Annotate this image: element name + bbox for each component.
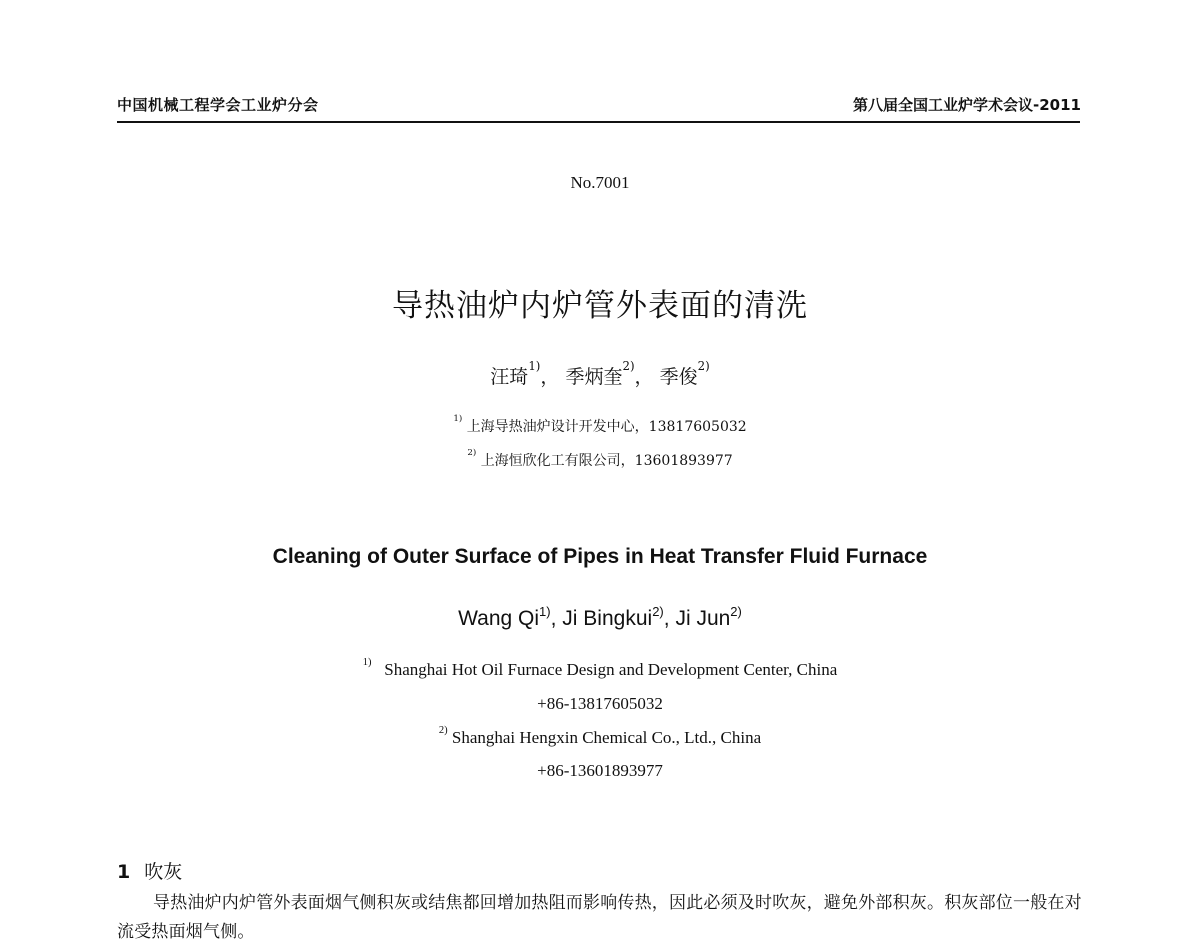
cn-author-sup: 2) xyxy=(697,359,710,374)
en-title: Cleaning of Outer Surface of Pipes in Heat Transfer Fluid Furnace xyxy=(272,545,928,568)
en-author-name: Ji Jun xyxy=(675,607,731,630)
header-right: 第八届全国工业炉学术会议-2011 xyxy=(853,96,1081,114)
cn-author-name: 季俊 xyxy=(659,366,698,388)
cn-author-name: 汪琦 xyxy=(490,366,529,388)
cn-title: 导热油炉内炉管外表面的清洗 xyxy=(392,288,808,324)
en-author-name: Wang Qi xyxy=(458,607,540,630)
header-left: 中国机械工程学会工业炉分会 xyxy=(117,96,319,114)
en-affil-mark: 2) xyxy=(438,725,448,737)
en-affiliation-1 xyxy=(0,657,1200,680)
en-author-sup: 2) xyxy=(730,603,742,619)
cn-author-name: 季炳奎 xyxy=(565,366,623,388)
cn-affil-mark: 2) xyxy=(467,447,477,458)
header-rule xyxy=(117,121,1080,123)
en-author-sep: , xyxy=(550,607,563,630)
section-heading xyxy=(117,857,182,884)
en-author-name: Ji Bingkui xyxy=(562,607,653,630)
en-affil-text: Shanghai Hengxin Chemical Co., Ltd., China xyxy=(451,728,762,747)
paper-number: No.7001 xyxy=(570,173,630,192)
cn-author-sep: ， xyxy=(634,366,654,388)
en-author-sup: 2) xyxy=(652,603,664,619)
en-affiliation-2 xyxy=(0,725,1200,748)
en-affil-phone-1: +86-13817605032 xyxy=(537,694,663,713)
en-affil-text: Shanghai Hot Oil Furnace Design and Development Center, China xyxy=(384,660,838,679)
en-affil-mark: 1) xyxy=(362,657,372,669)
cn-author-sep: ， xyxy=(540,366,560,388)
en-author-sep: , xyxy=(663,607,676,630)
cn-author-sup: 1) xyxy=(528,359,541,374)
cn-authors xyxy=(0,359,1200,389)
en-affil-phone-2: +86-13601893977 xyxy=(537,761,663,780)
en-authors xyxy=(0,603,1200,631)
en-author-sup: 1) xyxy=(539,603,551,619)
cn-affil-text: 上海恒欣化工有限公司，13601893977 xyxy=(480,453,733,469)
cn-affil-mark: 1) xyxy=(453,413,463,424)
cn-affiliation-2 xyxy=(0,447,1200,470)
section-title: 吹灰 xyxy=(144,861,183,883)
section-number: 1 xyxy=(117,861,131,883)
cn-affiliation-1 xyxy=(0,413,1200,436)
cn-affil-text: 上海导热油炉设计开发中心，13817605032 xyxy=(466,419,747,435)
cn-author-sup: 2) xyxy=(622,359,635,374)
section-body: 导热油炉内炉管外表面烟气侧积灰或结焦都回增加热阻而影响传热，因此必须及时吹灰，避免外部积灰。积灰部位一般在对流受热面烟气侧。 xyxy=(117,893,1082,942)
